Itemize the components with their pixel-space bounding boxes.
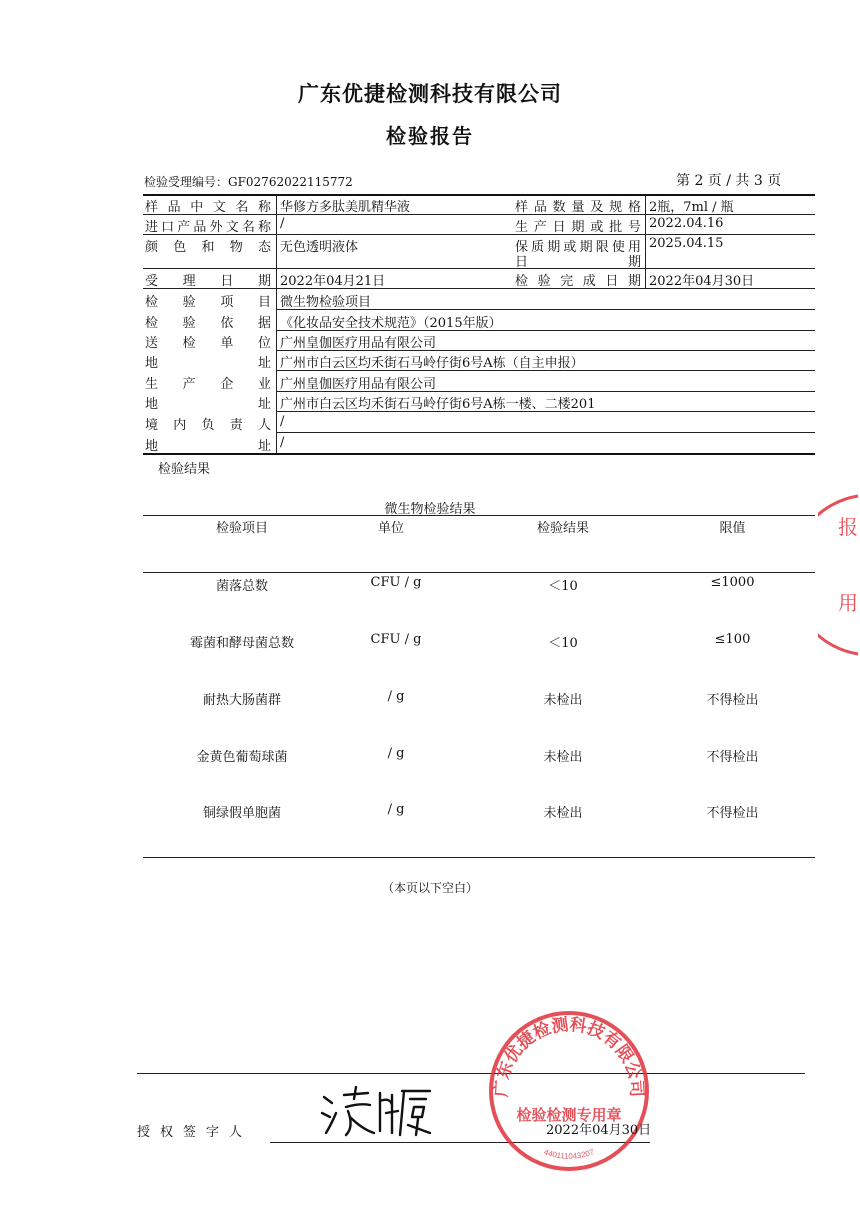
recv-date-value: 2022年04月21日: [280, 274, 386, 289]
resp-address-value: /: [280, 435, 285, 450]
table-cell-result: 未检出: [543, 693, 583, 708]
table-cell-unit: / g: [387, 746, 405, 761]
domestic-resp-value: /: [280, 414, 285, 429]
svg-text:440111043207: [543, 1147, 596, 1161]
row-divider: [276, 432, 815, 433]
shelf-label: 保质期或期限使用: [515, 240, 641, 255]
edge-seal-text-1: 报: [838, 517, 858, 539]
color-value: 无色透明液体: [280, 240, 359, 255]
test-basis-label: 检验依据: [145, 316, 271, 331]
page-indicator: 第 2 页 / 共 3 页: [676, 173, 782, 189]
row-divider: [143, 268, 815, 269]
sender-label: 送检单位: [145, 336, 271, 351]
sender-address-label: 地址: [145, 356, 271, 371]
seal-bottom-text: 检验检测专用章: [516, 1108, 622, 1124]
test-item-label: 检验项目: [145, 295, 271, 310]
handwritten-signature: [318, 1083, 438, 1141]
table-cell-unit: CFU / g: [370, 632, 422, 647]
official-seal: [486, 1008, 652, 1174]
sample-qty-label: 样品数量及规格: [515, 200, 641, 215]
seal-ring: [491, 1013, 647, 1169]
sign-date: 2022年04月30日: [546, 1123, 652, 1138]
table-cell-limit: 不得检出: [706, 806, 759, 821]
table-cell-item: 菌落总数: [215, 579, 268, 594]
accept-number: 检验受理编号：GF02762022115772: [144, 175, 353, 189]
signatory-label: 授权签字人: [137, 1125, 253, 1140]
table-cell-result: ＜10: [548, 579, 578, 594]
micro-table-title: 微生物检验结果: [384, 502, 476, 517]
table-cell-item: 金黄色葡萄球菌: [196, 750, 288, 765]
prod-date-label: 生产日期或批号: [515, 220, 641, 235]
seal-number: 440111043207: [542, 1147, 596, 1161]
table-cell-limit: ≤100: [714, 632, 751, 647]
import-en-label: 进口产品外文名称: [145, 220, 271, 235]
table-cell-result: 未检出: [543, 806, 583, 821]
sender-value: 广州皇伽医疗用品有限公司: [280, 336, 437, 351]
col-header-unit: 单位: [377, 521, 404, 536]
maker-value: 广州皇伽医疗用品有限公司: [280, 377, 437, 392]
prod-date-value: 2022.04.16: [649, 216, 724, 231]
resp-address-label: 地址: [145, 439, 271, 454]
sample-cn-label: 样品中文名称: [145, 200, 271, 215]
company-name: 广东优捷检测科技有限公司: [298, 81, 562, 106]
shelf-value: 2025.04.15: [649, 236, 724, 251]
table-cell-item: 霉菌和酵母菌总数: [189, 636, 294, 651]
col-header-item: 检验项目: [215, 521, 268, 536]
table-cell-item: 耐热大肠菌群: [202, 693, 281, 708]
table-cell-result: 未检出: [543, 750, 583, 765]
results-top-border: [143, 515, 815, 516]
edge-seal-text-2: 用: [838, 593, 858, 615]
results-caption: 检验结果: [158, 462, 211, 477]
sample-cn-value: 华修方多肽美肌精华液: [280, 200, 411, 215]
maker-label: 生产企业: [145, 377, 271, 392]
sample-qty-value: 2瓶，7ml / 瓶: [649, 200, 734, 215]
results-bottom-border: [143, 857, 815, 858]
maker-address-value: 广州市白云区均禾街石马岭仔街6号A栋一楼、二楼201: [280, 397, 596, 412]
col-header-result: 检验结果: [536, 521, 589, 536]
blank-below-note: （本页以下空白）: [381, 881, 478, 895]
table-cell-unit: CFU / g: [370, 575, 422, 590]
svg-text:广东优捷检测科技有限公司: [491, 1014, 647, 1098]
finish-date-value: 2022年04月30日: [649, 274, 755, 289]
results-header-divider: [143, 572, 815, 573]
domestic-resp-label: 境内负责人: [145, 418, 271, 433]
signature-area-top-line: [137, 1073, 805, 1074]
table-cell-item: 铜绿假单胞菌: [202, 806, 281, 821]
shelf-label-date: 日期: [515, 255, 641, 270]
column-separator: [645, 195, 646, 288]
column-separator: [276, 195, 277, 453]
report-title: 检验报告: [386, 124, 474, 148]
import-en-value: /: [280, 216, 285, 231]
finish-date-label: 检验完成日期: [515, 274, 641, 289]
table-cell-unit: / g: [387, 802, 405, 817]
seal-top-text: 广东优捷检测科技有限公司: [491, 1014, 647, 1098]
recv-date-label: 受理日期: [145, 274, 271, 289]
edge-seal-fragment: [818, 490, 860, 660]
table-cell-unit: / g: [387, 689, 405, 704]
maker-address-label: 地址: [145, 397, 271, 412]
test-item-value: 微生物检验项目: [280, 295, 372, 310]
table-cell-limit: 不得检出: [706, 750, 759, 765]
col-header-limit: 限值: [719, 521, 746, 536]
table-cell-limit: ≤1000: [710, 575, 755, 590]
table-cell-limit: 不得检出: [706, 693, 759, 708]
table-cell-result: ＜10: [548, 636, 578, 651]
sender-address-value: 广州市白云区均禾街石马岭仔街6号A栋（自主申报）: [280, 356, 584, 371]
test-basis-value: 《化妆品安全技术规范》（2015年版）: [280, 316, 502, 331]
color-label: 颜色和物态: [145, 240, 271, 255]
